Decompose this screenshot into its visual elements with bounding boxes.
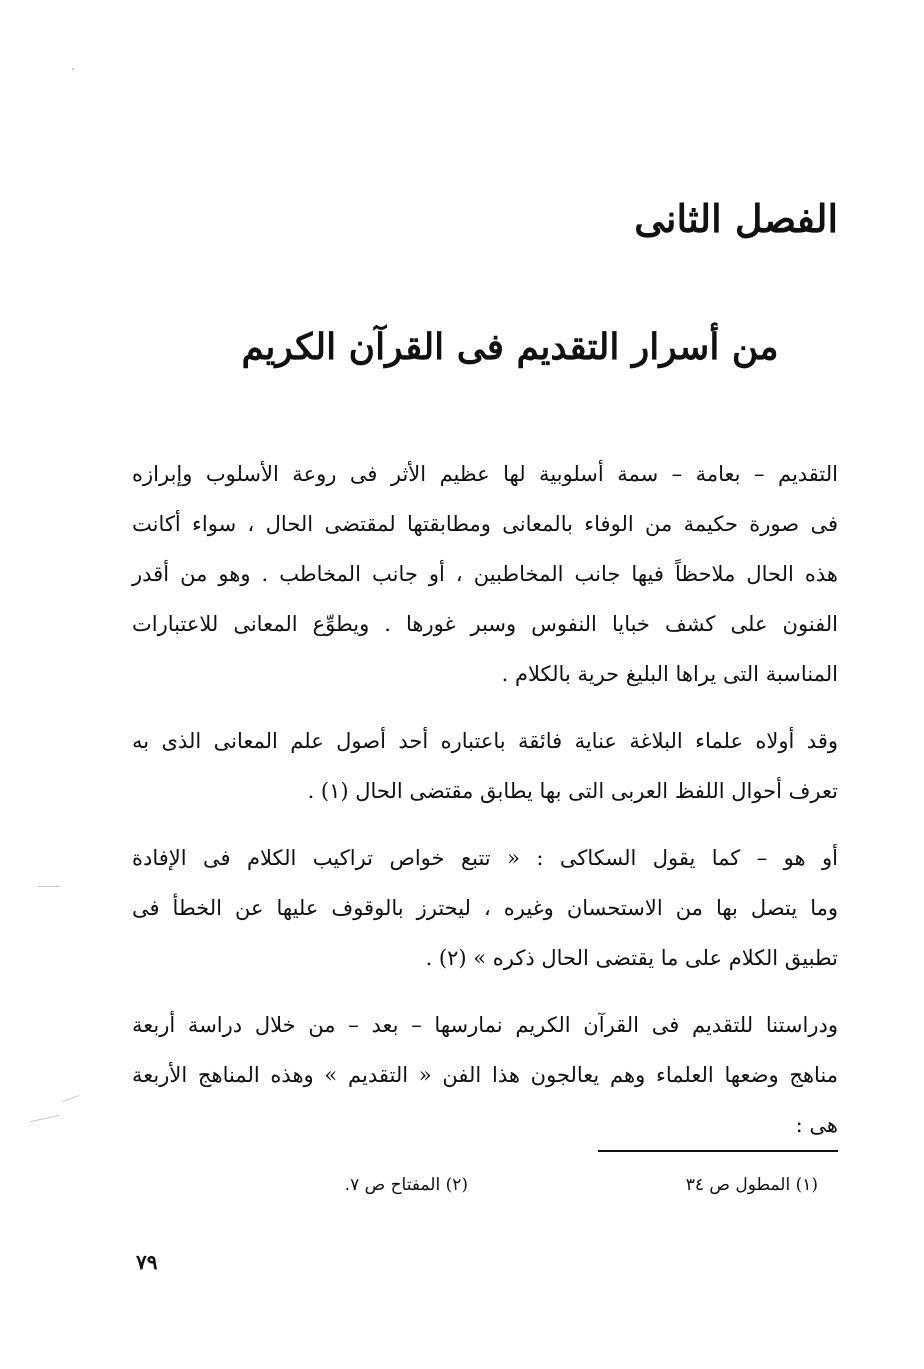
page-number: ٧٩ bbox=[136, 1250, 158, 1274]
scan-speck bbox=[30, 1115, 60, 1122]
text-line: أو هو – كما يقول السكاكى : « تتبع خواص تراكيب الكلام فى الإفادة bbox=[132, 846, 838, 870]
scan-speck bbox=[72, 68, 74, 70]
footnote-divider bbox=[598, 1150, 838, 1152]
section-title: من أسرار التقديم فى القرآن الكريم bbox=[241, 326, 779, 368]
text-line: هذه الحال ملاحظاً فيها جانب المخاطبين ، أو جانب المخاطب . وهو من أقدر bbox=[132, 562, 838, 586]
text-line: الفنون على كشف خبايا النفوس وسبر غورها . ويطوِّع المعانى للاعتبارات bbox=[132, 612, 838, 636]
text-line: وقد أولاه علماء البلاغة عناية فائقة باعتباره أحد أصول علم المعانى الذى به bbox=[132, 729, 838, 753]
text-line: وما يتصل بها من الاستحسان وغيره ، ليحترز بالوقوف عليها عن الخطأ فى bbox=[132, 896, 838, 920]
text-line: ودراستنا للتقديم فى القرآن الكريم نمارسها – بعد – من خلال دراسة أربعة bbox=[132, 1013, 838, 1037]
text-line: فى صورة حكيمة من الوفاء بالمعانى ومطابقتها لمقتضى الحال ، سواء أكانت bbox=[132, 512, 838, 536]
paragraph bbox=[132, 716, 838, 816]
text-line: تعرف أحوال اللفظ العربى التى بها يطابق مقتضى الحال (١) . bbox=[307, 779, 838, 803]
text-line: تطبيق الكلام على ما يقتضى الحال ذكره » (٢) . bbox=[425, 946, 838, 970]
footnote: (١) المطول ص ٣٤ bbox=[685, 1175, 818, 1195]
body-text bbox=[132, 449, 838, 1167]
paragraph bbox=[132, 449, 838, 699]
paragraph bbox=[132, 1000, 838, 1150]
scan-speck bbox=[38, 886, 60, 887]
text-line: هى : bbox=[795, 1113, 838, 1137]
text-line: التقديم – بعامة – سمة أسلوبية لها عظيم الأثر فى روعة الأسلوب وإبرازه bbox=[132, 462, 838, 486]
footnote: (٢) المفتاح ص ٧. bbox=[344, 1175, 468, 1195]
text-line: مناهج وضعها العلماء وهم يعالجون هذا الفن « التقديم » وهذه المناهج الأربعة bbox=[132, 1063, 838, 1087]
chapter-title: الفصل الثانى bbox=[634, 196, 838, 241]
paragraph bbox=[132, 833, 838, 983]
scan-speck bbox=[62, 1095, 79, 1102]
text-line: المناسبة التى يراها البليغ حرية بالكلام . bbox=[501, 662, 838, 686]
